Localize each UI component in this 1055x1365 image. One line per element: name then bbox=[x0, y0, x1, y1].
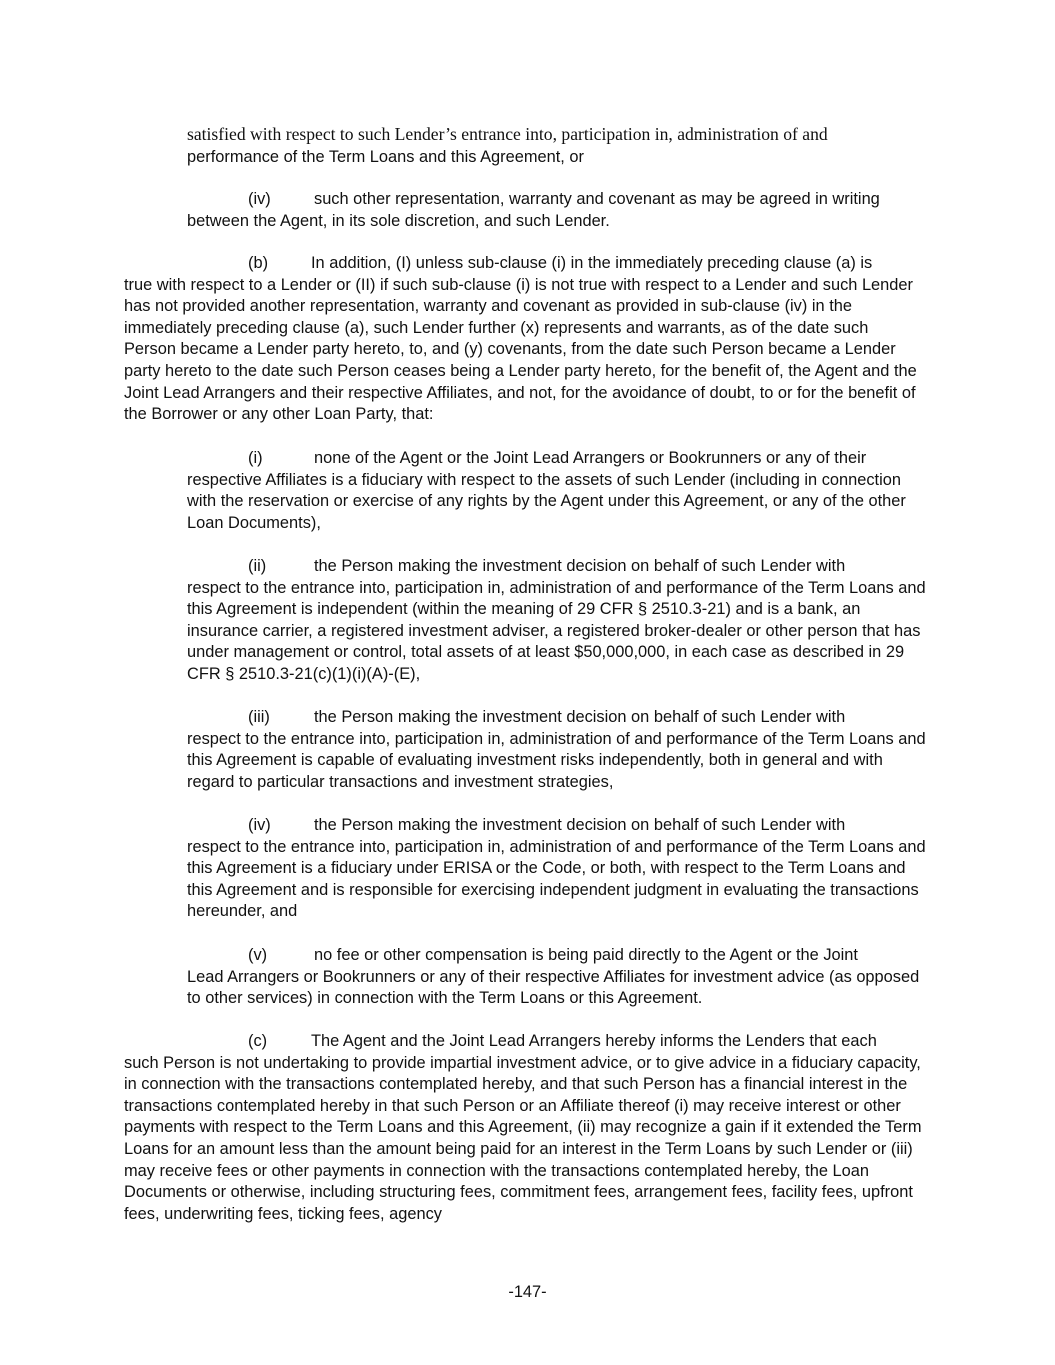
clause-text: true with respect to a Lender or (II) if such sub-clause (i) is not true with respect to a Lender and such Lender has not provided another representation, warranty and covenant as provided in sub-clause (iv) in the immediately preceding clause (a), such Lender further (x) represents and warrants, as of the date such Person became a Lender party hereto, to, and (y) covenants, from the date such Person became a Lender party hereto to the date such Person ceases being a Lender party hereto, for the benefit of, the Agent and the Joint Lead Arrangers and their respective Affiliates, and not, for the avoidance of doubt, to or for the benefit of the Borrower or any other Loan Party, that: bbox=[124, 275, 917, 424]
clause-label: (iv) bbox=[248, 816, 271, 834]
clause-b-i-first-line bbox=[187, 448, 927, 470]
clause-label: (iii) bbox=[248, 708, 270, 726]
clause-first-text: none of the Agent or the Joint Lead Arrangers or Bookrunners or any of their bbox=[314, 449, 867, 467]
clause-first-text: no fee or other compensation is being paid directly to the Agent or the Joint bbox=[314, 946, 858, 964]
clause-first-text: such other representation, warranty and covenant as may be agreed in writing bbox=[314, 190, 880, 208]
clause-label: (v) bbox=[248, 946, 268, 964]
clause-c-paragraph bbox=[124, 1031, 924, 1225]
clause-b-iv-first-line bbox=[187, 815, 927, 837]
clause-b-paragraph bbox=[124, 253, 924, 426]
clause-label: (iv) bbox=[248, 190, 271, 208]
clause-label: (b) bbox=[248, 254, 269, 272]
clause-text: respect to the entrance into, participation in, administration of and performance of the Term Loans and this Agreement is capable of evaluating investment risks independently, both in general and with regard to particular transactions and investment strategies, bbox=[187, 729, 926, 791]
clause-label: (ii) bbox=[248, 557, 267, 575]
clause-text: such Person is not undertaking to provide impartial investment advice, or to give advice in a fiduciary capacity, in connection with the transactions contemplated hereby, and that such Person has a financial interest in the transactions contemplated hereby in that such Person or an Affiliate thereof (i) may receive interest or other payments with respect to the Term Loans and this Agreement, (ii) may recognize a gain if it extended the Term Loans for an amount less than the amount being paid for an interest in the Term Loans by such Lender or (iii) may receive fees or other payments in connection with the transactions contemplated hereby, the Loan Documents or otherwise, including structuring fees, commitment fees, arrangement fees, facility fees, upfront fees, underwriting fees, ticking fees, agency bbox=[124, 1053, 922, 1223]
clause-text: respect to the entrance into, participation in, administration of and performance of the Term Loans and this Agreement is independent (within the meaning of 29 CFR § 2510.3-21) and is a bank, an insurance carrier, a registered investment adviser, a registered broker-dealer or other person that has under management or control, total assets of at least $50,000,000, in each case as described in 29 CFR § 2510.3-21(c)(1)(i)(A)-(E), bbox=[187, 578, 926, 683]
clause-first-text: the Person making the investment decision on behalf of such Lender with bbox=[314, 816, 846, 834]
continuation-first-line: satisfied with respect to such Lender’s entrance into, participation in, administration of and bbox=[187, 124, 828, 144]
clause-text: Lead Arrangers or Bookrunners or any of their respective Affiliates for investment advice (as opposed to other services) in connection with the Term Loans or this Agreement. bbox=[187, 967, 920, 1008]
clause-b-v-paragraph bbox=[187, 945, 927, 1010]
clause-first-text: the Person making the investment decision on behalf of such Lender with bbox=[314, 557, 846, 575]
clause-first-text: the Person making the investment decision on behalf of such Lender with bbox=[314, 708, 846, 726]
clause-first-text: In addition, (I) unless sub-clause (i) in the immediately preceding clause (a) is bbox=[311, 254, 873, 272]
clause-text: respective Affiliates is a fiduciary with respect to the assets of such Lender (including in connection with the reservation or exercise of any rights by the Agent under this Agreement, or any of the other Loan Documents), bbox=[187, 470, 906, 532]
clause-c-first-line bbox=[124, 1031, 924, 1053]
clause-b-iii-paragraph bbox=[187, 707, 927, 793]
clause-a-iv-first-line bbox=[187, 189, 927, 211]
clause-b-ii-paragraph bbox=[187, 556, 927, 686]
page-number: -147- bbox=[508, 1283, 547, 1301]
clause-b-iii-first-line bbox=[187, 707, 927, 729]
clause-label: (c) bbox=[248, 1032, 268, 1050]
continuation-text: performance of the Term Loans and this Agreement, or bbox=[187, 147, 584, 166]
clause-b-iv-paragraph bbox=[187, 815, 927, 923]
continuation-paragraph bbox=[187, 124, 927, 168]
clause-b-i-paragraph bbox=[187, 448, 927, 534]
clause-text: respect to the entrance into, participation in, administration of and performance of the Term Loans and this Agreement is a fiduciary under ERISA or the Code, or both, with respect to the Term Loans and this Agreement and is responsible for exercising independent judgment in evaluating the transactions hereunder, and bbox=[187, 837, 926, 921]
clause-b-first-line bbox=[124, 253, 924, 275]
clause-a-iv-paragraph bbox=[187, 189, 927, 232]
clause-text: between the Agent, in its sole discretion, and such Lender. bbox=[187, 211, 610, 230]
clause-b-ii-first-line bbox=[187, 556, 927, 578]
clause-first-text: The Agent and the Joint Lead Arrangers hereby informs the Lenders that each bbox=[311, 1032, 877, 1050]
clause-label: (i) bbox=[248, 449, 263, 467]
clause-b-v-first-line bbox=[187, 945, 927, 967]
